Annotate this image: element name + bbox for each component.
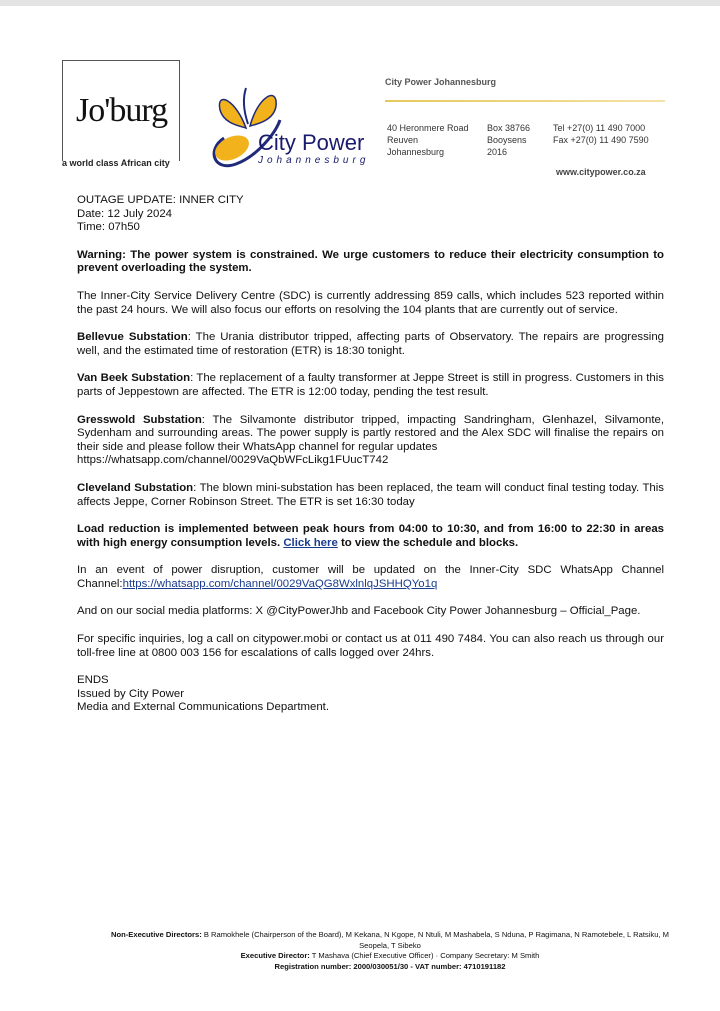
warning-paragraph: Warning: The power system is constrained. We urge customers to reduce their electricity consumption to prevent overloading the system.: [77, 248, 664, 275]
cleveland-heading: Cleveland Substation: [77, 481, 194, 494]
executive-label: Executive Director:: [240, 951, 310, 960]
release-time: Time: 07h50: [77, 221, 140, 234]
bellevue-paragraph: [77, 331, 664, 358]
intro-paragraph: The Inner-City Service Delivery Centre (SDC) is currently addressing 859 calls, which includes 523 reported within the past 24 hours. We will also focus our efforts on resolving the 104 plants that are currently out of service.: [77, 289, 664, 316]
gresswold-text: : The Silvamonte distributor tripped, impacting Sandringham, Glenhazel, Silvamonte, Sydenham and surrounding areas. The power supply is partly restored and the Alex SDC will finalise the repairs on their side and please follow their WhatsApp channel for regular updates: [77, 413, 664, 453]
social-paragraph: And on our social media platforms: X @CityPowerJhb and Facebook City Power Johannesburg – Official_Page.: [77, 605, 641, 618]
vanbeek-paragraph: [77, 372, 664, 399]
ends-label: ENDS: [77, 674, 109, 687]
city-power-subtitle: Johannesburg: [258, 155, 370, 166]
joburg-tagline: a world class African city: [62, 158, 170, 168]
load-reduction-tail: to view the schedule and blocks.: [337, 536, 519, 549]
release-title: OUTAGE UPDATE: INNER CITY: [77, 194, 244, 206]
top-bar: [0, 0, 720, 6]
click-here-link[interactable]: Click here: [283, 536, 338, 549]
vanbeek-heading: Van Beek Substation: [77, 372, 191, 385]
bellevue-heading: Bellevue Substation: [77, 331, 188, 344]
footer: [110, 930, 670, 972]
release-date: Date: 12 July 2024: [77, 207, 172, 220]
footer-registration: Registration number: 2000/030051/30 - VAT number: 4710191182: [274, 961, 506, 971]
address-line: Johannesburg: [387, 147, 445, 157]
inquiries-paragraph: For specific inquiries, log a call on citypower.mobi or contact us at 011 490 7484. You can also reach us through our toll-free line at 0800 003 156 for escalations of calls logged over 24hrs.: [77, 633, 664, 659]
address-line: Booysens: [487, 135, 527, 145]
directors-label: Non-Executive Directors:: [111, 930, 202, 939]
bellevue-text: : The Urania distributor tripped, affecting parts of Observatory. The repairs are progressing well, and the estimated time of restoration (ETR) is 18:30 tonight.: [77, 331, 664, 357]
footer-directors: [110, 930, 670, 951]
address-line: Box 38766: [487, 123, 531, 133]
executive-text: T Mashava (Chief Executive Officer) · Company Secretary: M Smith: [309, 951, 540, 960]
load-reduction-text: Load reduction is implemented between peak hours from 04:00 to 10:30, and from 16:00 to 22:30 in areas with high energy consumption levels.: [77, 523, 664, 549]
address-line: 2016: [487, 147, 508, 157]
vanbeek-text: : The replacement of a faulty transformer at Jeppe Street is still in progress. Customers in this parts of Jeppestown are affected. The ETR is 12:00 today, pending the test result.: [77, 372, 664, 398]
cleveland-text: : The blown mini-substation has been replaced, the team will conduct final testing today. This affects Jeppe, Corner Robinson Street. The ETR is set 16:30 today: [77, 481, 664, 508]
issued-by: Issued by City Power: [77, 687, 184, 700]
letterhead-rule: [385, 100, 665, 102]
department: Media and External Communications Department.: [77, 701, 329, 714]
address-box: [487, 122, 530, 158]
phone-line: Tel +27(0) 11 490 7000: [553, 123, 646, 133]
disruption-text: In an event of power disruption, customer will be updated on the Inner-City SDC WhatsApp Channel Channel:: [77, 564, 664, 590]
footer-executive: [110, 951, 670, 962]
contact-numbers: [553, 122, 649, 146]
whatsapp-channel-link[interactable]: https://whatsapp.com/channel/0029VaQG8WxlnlqJSHHQYo1q: [122, 577, 438, 590]
website: www.citypower.co.za: [556, 167, 646, 177]
cleveland-paragraph: [77, 482, 664, 509]
load-reduction-paragraph: [77, 523, 664, 550]
address-street: [387, 122, 469, 158]
address-line: Reuven: [387, 135, 419, 145]
joburg-logo: Jo'burg: [76, 92, 168, 129]
gresswold-paragraph: [77, 414, 664, 468]
address-line: 40 Heronmere Road: [387, 123, 469, 133]
release-body: [77, 194, 664, 715]
fax-line: Fax +27(0) 11 490 7590: [553, 135, 649, 145]
gresswold-whatsapp-url: https://whatsapp.com/channel/0029VaQbWFcLikg1FUucT742: [77, 454, 389, 467]
directors-list: B Ramokhele (Chairperson of the Board), M Kekana, N Kgope, N Ntuli, M Mashabela, S Nduna, P Ragimana, N Ramotebele, L Ratsiku, M Seopela, T Sibeko: [201, 930, 669, 950]
city-power-wordmark: City Power: [258, 130, 365, 155]
letterhead-company: City Power Johannesburg: [385, 77, 497, 87]
disruption-paragraph: [77, 564, 664, 591]
gresswold-heading: Gresswold Substation: [77, 413, 202, 426]
